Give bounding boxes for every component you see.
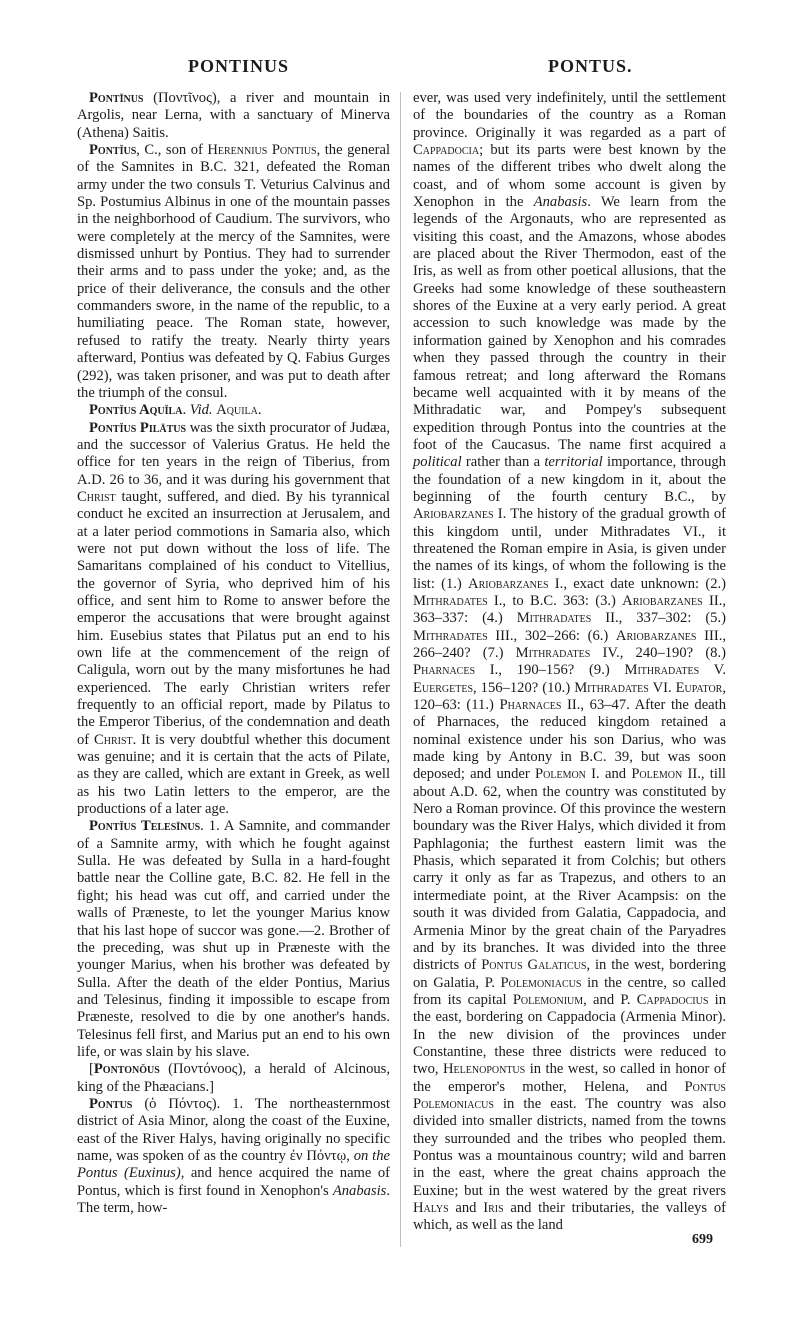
entry-text: II., till about A.D. 62, when the country was constituted by Nero a Roman province. Of this province the western boundary was the River Halys, which divided it from Paphlagonia; the furthest eastern limit was the Phasis, which separated it from Colchis; but others carry it only as far as Trapezus, and others to an intermediate point, at the River Acampsis: on the south it was divided from Galatia, Cappadocia, and Armenia Minor by the great chain of the Paryadres and by its branches. It was divided into the three districts of: [413, 766, 726, 974]
entry-pontius-aquila: [77, 402, 390, 419]
small-caps-ref: Pharnaces: [499, 697, 562, 714]
small-caps-ref: Polemonium: [512, 991, 584, 1008]
entry-text: VI.: [648, 679, 676, 696]
headword: Pontĭus Telesīnus: [89, 818, 201, 835]
entry-text: , 120–63: (11.): [413, 679, 726, 714]
small-caps-ref: Pontus Galaticus: [481, 957, 587, 974]
small-caps-ref: Ariobarzanes: [615, 627, 697, 644]
small-caps-ref: Mithradates: [413, 592, 488, 609]
running-head-right: PONTUS.: [548, 56, 633, 76]
headword: Pontonŏus: [93, 1061, 160, 1078]
entry-text: I. and: [585, 766, 632, 783]
entry-text: , the general of the Samnites in B.C. 321, defeated the Roman army under the two consuls T. Veturius Calvinus and Sp. Postumius Albinus in one of the mountain passes in the neighborhood of Caudium. The survivors, who were completely at the mercy of the Samnites, were dismissed unhurt by Pontius. They had to surrender their arms and to pass under the yoke; and, as the price of their deliverance, the consuls and the other commanders swore, in the name of the republic, to a humiliating peace. The Roman state, however, refused to ratify the treaty. Nearly thirty years afterward, Pontius was defeated by Q. Fabius Gurges (292), was taken prisoner, and was put to death after the triumph of the consul.: [77, 142, 391, 401]
entry-text: (ὁ Πόντος). 1. The northeasternmost district of Asia Minor, along the coast of the Euxine, east of the River Halys, having originally no specific name, was spoken of as the country ἐν Πόντῳ,: [77, 1095, 390, 1164]
entry-text: (Ποντόνοος), a herald of Alcinous, king of the Phæacians.]: [77, 1061, 390, 1095]
entry-text: in the west, so called in honor of the emperor's mother, Helena, and: [413, 1061, 726, 1095]
small-caps-ref: Herennius Pontius: [207, 142, 317, 159]
right-column: [413, 90, 726, 1235]
small-caps-ref: Mithradates: [516, 610, 592, 627]
entry-text: .: [257, 402, 262, 419]
entry-text: , and hence acquired the name of Pontus, which is first found in Xenophon's: [77, 1165, 390, 1199]
entry-text: , in the west, bordering on Galatia, P.: [413, 957, 726, 991]
entry-text: I., to B.C. 363: (3.): [487, 592, 623, 609]
italic-text: Vid.: [189, 402, 213, 419]
headword: Pontīnus: [89, 90, 144, 106]
entry-text: importance, through the foundation of a new kingdom in it, about the beginning of the fourth century B.C., by: [413, 454, 726, 505]
entry-text: I., exact date unknown: (2.): [548, 575, 726, 592]
small-caps-ref: Pontus Polemoniacus: [413, 1078, 726, 1112]
small-caps-ref: Christ: [77, 488, 116, 505]
entry-text: I., 190–156? (9.): [475, 662, 625, 679]
entry-text: I. The history of the gradual growth of this kingdom until, under Mithradates VI., it threatened the Roman empire in Asia, is given under the names of its kings, of whom the following is the list: (1.): [413, 506, 726, 592]
entry-text: (Ποντῖνος), a river and mountain in Argolis, near Lerna, with a sanctuary of Minerva (Athena) Saitis.: [77, 90, 390, 141]
small-caps-ref: Polemon: [631, 766, 683, 783]
italic-text: political: [413, 454, 462, 471]
small-caps-ref: Iris: [483, 1200, 504, 1216]
headword: Pontĭus Pilātus: [89, 419, 187, 436]
entry-text: and: [448, 1200, 484, 1216]
entry-text: , and P.: [583, 991, 637, 1008]
italic-text: Anabasis: [533, 194, 588, 211]
entry-pontius-c: [77, 142, 390, 402]
small-caps-ref: Euergetes: [413, 679, 474, 696]
small-caps-ref: Cappadocius: [636, 991, 709, 1008]
entry-text: V.: [699, 662, 726, 679]
small-caps-ref: Cappadocia: [413, 142, 480, 159]
entry-text: . 1. A Samnite, and commander of a Samnite army, with which he fought against Sulla. He was defeated by Sulla in a hard-fought battle near the Colline gate, B.C. 82. He fell in the fight; his head was cut off, and carried under the walls of Præneste, to let the younger Marius know that his last hope of succor was gone.—2. Brother of the preceding, was shut up in Præneste with the younger Marius, when his brother was defeated by Sulla. After the death of the elder Pontius, Marius and Telesinus, finding it impossible to escape from Præneste, resolved to die by one another's hands. Telesinus fell first, and Marius put an end to his own life, or was slain by his slave.: [77, 818, 390, 1060]
entry-text: in the east. The country was also divided into smaller districts, named from the towns they surrounded and the tribes who peopled them. Pontus was a mountainous country; wild and barren in the east, where the great chains approach the Euxine; but in the west watered by the great rivers: [413, 1095, 726, 1199]
small-caps-ref: Ariobarzanes: [413, 506, 494, 523]
page-number: 699: [692, 1232, 713, 1247]
running-head-left: PONTINUS: [188, 56, 290, 76]
entry-text: III., 302–266: (6.): [487, 627, 616, 644]
small-caps-ref: Aquila: [216, 402, 258, 419]
headword: Pontus: [89, 1095, 133, 1112]
entry-pontonous: [77, 1061, 390, 1096]
small-caps-ref: Mithradates: [574, 679, 649, 696]
entry-text: , 156–120? (10.): [473, 679, 575, 696]
entry-text: II., 63–47. After the death of Pharnaces, the reduced kingdom retained a nominal existence under his son Darius, who was made king by Antony in B.C. 39, but was soon deposed; and under: [413, 697, 726, 783]
small-caps-ref: Polemoniacus: [500, 974, 582, 991]
entry-text: and their tributaries, the valleys of which, as well as the land: [413, 1200, 726, 1234]
headword: Pontĭus Aquĭla: [89, 402, 183, 419]
entry-text: . The term, how-: [77, 1182, 390, 1216]
italic-text: on the Pontus (Euxinus): [77, 1147, 390, 1182]
column-divider: [400, 92, 401, 1247]
entry-text: II., 337–302: (5.): [591, 610, 726, 627]
entry-text: in the centre, so called from its capital: [413, 974, 726, 1008]
entry-pontus-cont: [413, 90, 726, 1235]
entry-text: .: [182, 402, 190, 419]
italic-text: territorial: [544, 454, 603, 471]
entry-pontinus: [77, 90, 390, 142]
small-caps-ref: Polemon: [535, 766, 586, 783]
headword: Pontĭus: [89, 142, 137, 159]
entry-text: taught, suffered, and died. By his tyrannical conduct he excited an insurrection at Jerusalem, and at a later period commotions in Samaria also, which were not put down without the loss of life. The Samaritans complained of his conduct to Vitellius, the governor of Syria, who deprived him of his office, and sent him to Rome to answer before the emperor the accusations that were brought against him. Eusebius states that Pilatus put an end to his own life at the commencement of the reign of Caligula, worn out by the many misfortunes he had experienced. The early Christian writers refer frequently to an official report, made by Pilatus to the Emperor Tiberius, of the condemnation and death of: [77, 488, 390, 748]
entry-text: [: [89, 1061, 94, 1078]
entry-text: rather than a: [461, 454, 545, 471]
small-caps-ref: Christ: [94, 731, 133, 748]
small-caps-ref: Helenopontus: [443, 1061, 526, 1078]
entry-text: in the east, bordering on Cappadocia (Armenia Minor). In the new division of the provinces under Constantine, these three districts were reduced to two,: [413, 991, 727, 1078]
italic-text: Anabasis: [332, 1182, 387, 1199]
entry-text: II., 363–337: (4.): [413, 592, 726, 627]
small-caps-ref: Halys: [413, 1200, 449, 1216]
entry-text: was the sixth procurator of Judæa, and the successor of Valerius Gratus. He held the office for ten years in the reign of Tiberius, from A.D. 26 to 36, and it was during his government that: [77, 419, 390, 488]
entry-text: . It is very doubtful whether this document was genuine; and it is certain that the acts of Pilate, as they are called, which are extant in Greek, as well as his two Latin letters to the emperor, are the productions of a later age.: [77, 731, 391, 818]
entry-text: ever, was used very indefinitely, until the settlement of the boundaries of the country as a Roman province. Originally it was regarded as a part of: [413, 90, 726, 141]
running-header: [0, 56, 800, 86]
entry-pontus: [77, 1096, 390, 1217]
small-caps-ref: Mithradates: [624, 662, 700, 679]
entry-text: ; but its parts were best known by the names of the different tribes who dwelt along the coast, and of whom some account is given by Xenophon in the: [413, 142, 726, 211]
entry-pontius-pilatus: [77, 420, 390, 819]
small-caps-ref: Mithradates: [413, 627, 488, 644]
entry-text: , C., son of: [136, 142, 208, 159]
entry-text: IV., 240–190? (8.): [590, 645, 726, 661]
small-caps-ref: Ariobarzanes: [468, 575, 549, 592]
entry-pontius-telesinus: [77, 818, 390, 1061]
small-caps-ref: Mithradates: [515, 645, 591, 661]
left-column: [77, 90, 390, 1217]
entry-text: . We learn from the legends of the Argonauts, who are represented as visiting this coast, and the Amazons, whose abodes are placed about the River Thermodon, east of the Iris, as well as from other poetical allusions, that the Greeks had some knowledge of these southeastern shores of the Euxine at a very early period. A great accession to such knowledge was made by the information gained by Xenophon and his comrades when they passed through the country in their famous retreat; and long afterward the Romans became well acquainted with it by means of the Mithradatic war, and Pompey's subsequent expedition through Pontus into the countries at the foot of the Caucasus. The name first acquired a: [413, 194, 726, 453]
small-caps-ref: Ariobarzanes: [622, 592, 703, 609]
entry-text: III., 266–240? (7.): [413, 627, 726, 661]
small-caps-ref: Eupator: [675, 679, 723, 696]
small-caps-ref: Pharnaces: [413, 662, 476, 679]
